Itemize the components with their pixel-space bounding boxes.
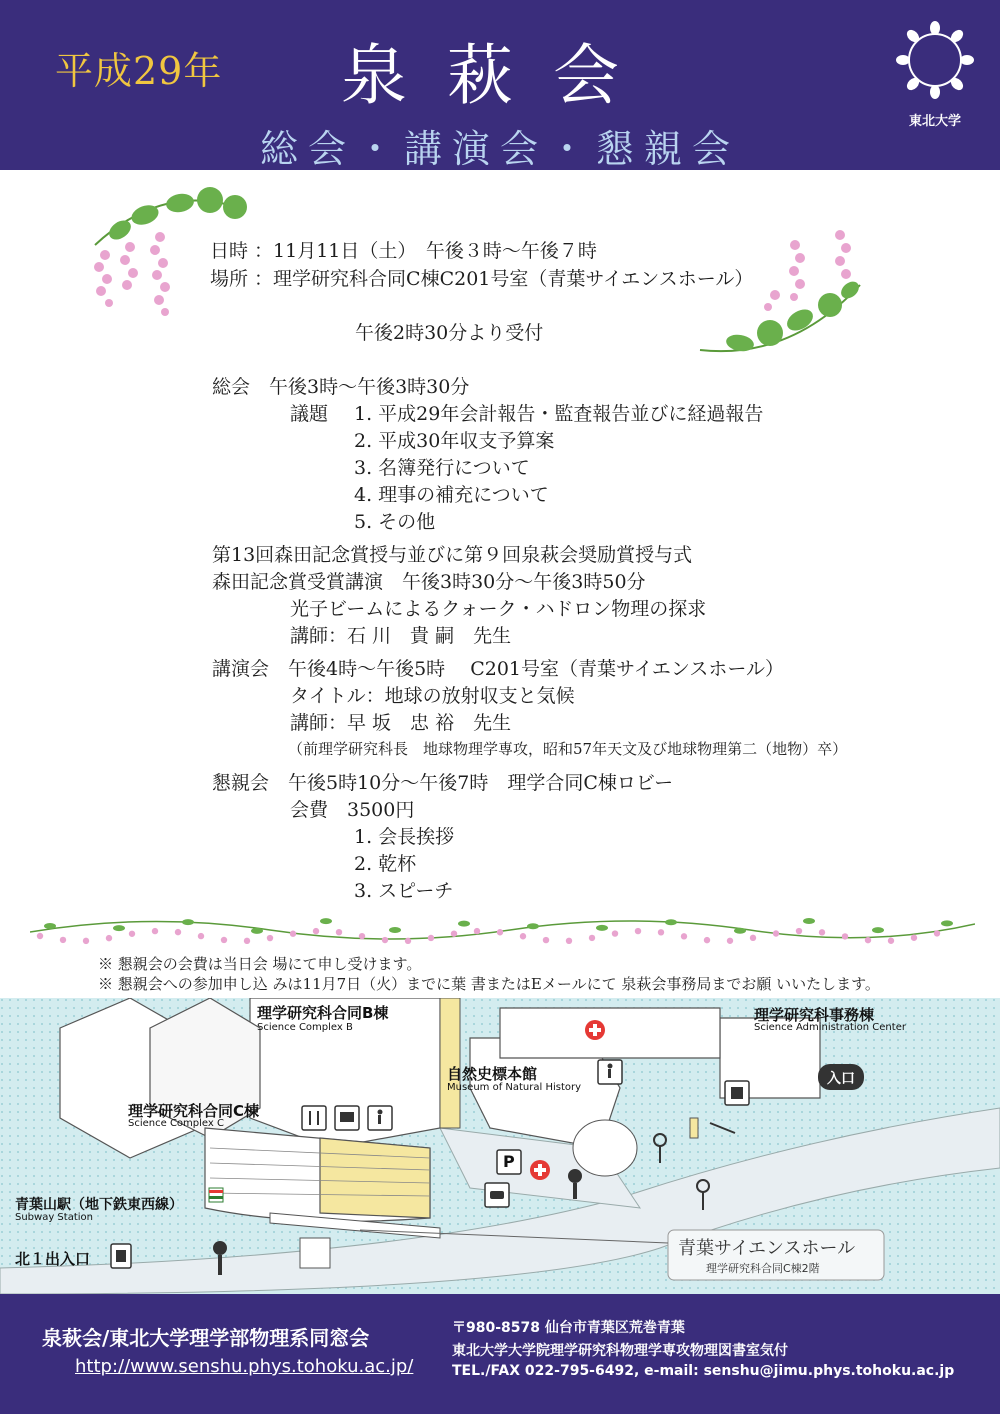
party-fee: 会費 3500円 [290,799,415,821]
map-label-exit: 北１出入口 [15,1250,91,1268]
agenda-item: 4. 理事の補充について [354,484,549,506]
vine-leaf [320,918,332,924]
vine-blossom [934,930,940,936]
footer-address: 東北大学大学院理学研究科物理学専攻物理図書室気付 [452,1343,788,1359]
vine-blossom [152,928,158,934]
vine-leaf [803,918,815,924]
agenda-item: 5. その他 [354,511,436,533]
vine-leaf [596,925,608,931]
vine-blossom [750,935,756,941]
campus-map [0,998,1000,1294]
general-meeting-heading: 総会 午後3時～午後3時30分 [212,376,470,398]
map-label-complex-c: 理学研究科合同C棟 [128,1102,260,1120]
party-item: 2. 乾杯 [354,853,417,875]
vine-blossom [566,938,572,944]
lecture-heading: 講演会 午後4時～午後5時 C201号室（青葉サイエンスホール） [212,658,784,680]
vine-blossom [911,935,917,941]
event-reception: 午後2時30分より受付 [355,322,544,344]
map-label-admin-en: Science Administration Center [754,1022,906,1033]
agenda-item: 2. 平成30年収支予算案 [354,430,555,452]
page-title: 泉萩会 [341,37,659,114]
agenda-item: 1. 平成29年会計報告・監査報告並びに経過報告 [354,403,764,425]
vine-blossom [37,933,43,939]
map-label-admin: 理学研究科事務棟 [754,1006,875,1024]
map-label-hall: 青葉サイエンスホール [678,1238,856,1259]
vine-divider-icon [30,912,975,946]
map-label-complex-b-en: Science Complex B [257,1022,353,1033]
lecture-title: タイトル：地球の放射収支と気候 [290,685,575,707]
map-label-entrance: 入口 [827,1071,855,1087]
party-item: 1. 会長挨拶 [354,826,455,848]
map-label-complex-b: 理学研究科合同B棟 [257,1004,389,1022]
vine-blossom [543,937,549,943]
vine-leaf [182,919,194,925]
page-subtitle: 総会・講演会・懇親会 [259,127,740,171]
vine-leaf [527,923,539,929]
vine-leaf [734,928,746,934]
vine-blossom [382,937,388,943]
map-label-hall-sub: 理学研究科合同C棟2階 [706,1262,820,1275]
vine-blossom [474,928,480,934]
vine-blossom [221,937,227,943]
vine-blossom [267,935,273,941]
party-heading: 懇親会 午後5時10分～午後7時 理学合同C棟ロビー [212,772,674,794]
vine-blossom [106,935,112,941]
vine-blossom [704,937,710,943]
vine-blossom [888,938,894,944]
vine-blossom [773,930,779,936]
vine-leaf [872,927,884,933]
note-line: ※ 懇親会への参加申し込 みは11月7日（火）までに葉 書またはEメールにて 泉萩会事務局までお願 いいたします。 [98,975,880,993]
lecture-speaker: 講師：早 坂 忠 裕 先生 [290,712,512,734]
agenda-item: 3. 名簿発行について [354,457,530,479]
vine-blossom [727,938,733,944]
vine-leaf [458,921,470,927]
vine-blossom [819,929,825,935]
vine-leaf [251,928,263,934]
parking-icon: P [503,1152,515,1171]
vine-blossom [336,929,342,935]
vine-leaf [389,927,401,933]
footer-url-link[interactable]: http://www.senshu.phys.tohoku.ac.jp/ [75,1356,414,1377]
vine-blossom [796,928,802,934]
vine-blossom [313,928,319,934]
lecture-speaker-profile: （前理学研究科長 地球物理学専攻，昭和57年天文及び地球物理第二（地物）卒） [288,740,848,758]
footer-contact: TEL./FAX 022-795-6492, e-mail: senshu@jimu.phys.tohoku.ac.jp [452,1363,955,1379]
map-label-station: 青葉山駅（地下鉄東西線） [15,1197,183,1213]
party-item: 3. スピーチ [354,880,454,902]
vine-blossom [658,929,664,935]
vine-blossom [681,933,687,939]
vine-blossom [520,933,526,939]
map-label-station-en: Subway Station [15,1212,93,1223]
vine-blossom [359,933,365,939]
vine-blossom [290,931,296,937]
map-label-complex-c-en: Science Complex C [128,1118,224,1129]
vine-blossom [842,933,848,939]
vine-blossom [175,929,181,935]
year-label: 平成29年 [55,49,223,93]
map-label-museum-en: Museum of Natural History [447,1082,582,1093]
award-lecture: 森田記念賞受賞講演 午後3時30分～午後3時50分 [212,571,646,593]
vine-blossom [612,930,618,936]
vine-blossom [428,935,434,941]
vine-blossom [635,928,641,934]
vine-leaf [113,925,125,931]
vine-blossom [244,938,250,944]
bush-clover-right-icon [690,225,870,365]
agenda-label: 議題 [290,403,329,425]
vine-blossom [129,931,135,937]
university-name: 東北大学 [908,114,961,129]
footer-org: 泉萩会/東北大学理学部物理系同窓会 [42,1326,370,1350]
vine-blossom [60,937,66,943]
footer-address: 〒980-8578 仙台市青葉区荒巻青葉 [452,1320,685,1336]
vine-blossom [451,930,457,936]
event-place: 場所 ：理学研究科合同C棟C201号室（青葉サイエンスホール） [210,268,754,290]
vine-leaf [44,923,56,929]
vine-blossom [83,938,89,944]
vine-blossom [589,935,595,941]
vine-blossom [865,937,871,943]
map-label-museum: 自然史標本館 [447,1065,538,1083]
event-date: 日時 ：11月11日（土） 午後３時～午後７時 [210,240,597,262]
award-lecture-title: 光子ビームによるクォーク・ハドロン物理の探求 [290,598,707,620]
vine-leaf [941,920,953,926]
vine-leaf [665,919,677,925]
note-line: ※ 懇親会の会費は当日会 場にて申し受けます。 [98,955,422,973]
vine-blossom [198,933,204,939]
vine-blossom [405,938,411,944]
university-seal-icon [895,20,975,100]
award-ceremony: 第13回森田記念賞授与並びに第９回泉萩会奨励賞授与式 [212,544,693,566]
vine-blossom [497,929,503,935]
award-lecturer: 講師：石 川 貴 嗣 先生 [290,625,512,647]
